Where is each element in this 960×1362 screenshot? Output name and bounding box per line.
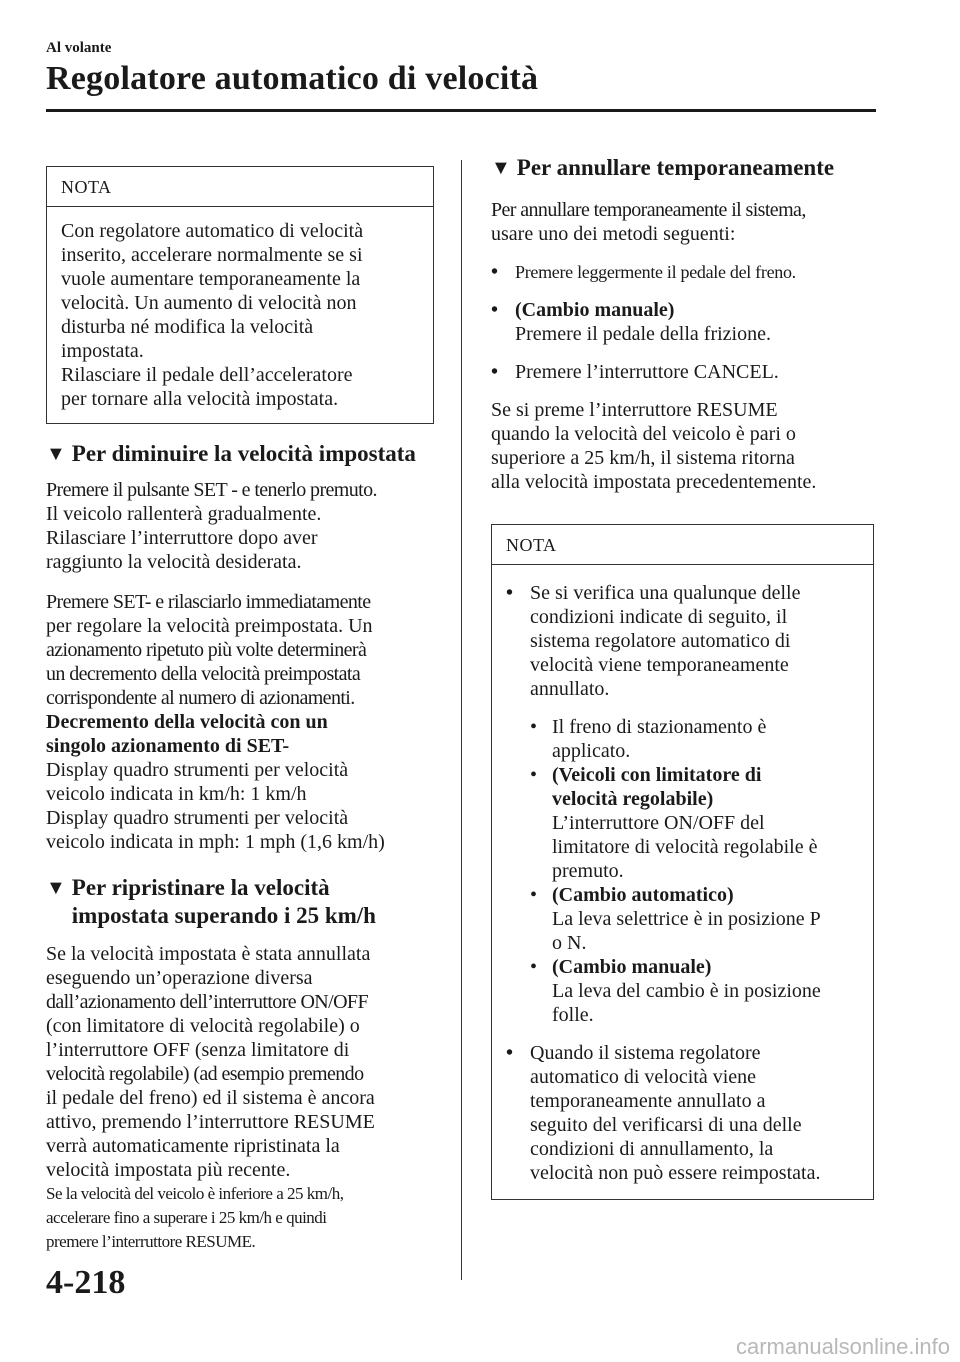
bullet-icon: •: [530, 884, 538, 906]
list-item-text: [552, 763, 817, 883]
text-line: alla velocità impostata precedentemente.: [491, 471, 817, 493]
text-line: eseguendo un’operazione diversa: [46, 967, 313, 989]
note-box-2: [491, 524, 874, 1200]
paragraph: [46, 590, 434, 854]
text-line: (con limitatore di velocità regolabile) o: [46, 1015, 360, 1037]
text-line: Premere il pedale della frizione.: [515, 323, 771, 345]
text-line: Premere l’interruttore CANCEL.: [515, 361, 779, 383]
section-heading-cancel: [491, 154, 883, 182]
header-rule: [46, 109, 876, 112]
text-line: veicolo indicata in km/h: 1 km/h: [46, 783, 307, 805]
text-line: Per annullare temporaneamente il sistema,: [491, 199, 806, 221]
paragraph: [46, 942, 434, 1254]
heading-text: Per annullare temporaneamente: [516, 155, 835, 180]
text-line: Rilasciare il pedale dell’acceleratore: [61, 364, 353, 386]
text-line: Il veicolo rallenterà gradualmente.: [46, 503, 322, 525]
list-item-text: [530, 581, 800, 701]
text-line: Se si preme l’interruttore RESUME: [491, 399, 778, 421]
paragraph: [491, 398, 883, 494]
text-line: velocità viene temporaneamente: [530, 654, 789, 676]
text-line: un decremento della velocità preimpostata: [46, 663, 361, 685]
bullet-icon: •: [506, 1042, 514, 1064]
text-line: (Cambio manuale): [515, 299, 675, 321]
heading-line: impostata superando i 25 km/h: [71, 903, 376, 928]
heading-text: [72, 874, 376, 930]
note-label: NOTA: [47, 167, 433, 207]
text-line: condizioni di annullamento, la: [530, 1138, 774, 1160]
list-item-text: [552, 955, 821, 1027]
text-line: folle.: [552, 1004, 594, 1026]
note-label: NOTA: [492, 525, 873, 565]
section-heading-restore: [46, 874, 434, 930]
text-line: premere l’interruttore RESUME.: [46, 1232, 256, 1251]
text-line: attivo, premendo l’interruttore RESUME: [46, 1111, 375, 1133]
text-line: veicolo indicata in mph: 1 mph (1,6 km/h): [46, 831, 385, 853]
text-line: temporaneamente annullato a: [530, 1090, 766, 1112]
text-line: (Veicoli con limitatore di: [552, 764, 762, 786]
section-label: Al volante: [46, 40, 112, 56]
text-line: Quando il sistema regolatore: [530, 1042, 761, 1064]
text-line: sistema regolatore automatico di: [530, 630, 791, 652]
text-line: dall’azionamento dell’interruttore ON/OFF: [46, 991, 368, 1013]
text-line: applicato.: [552, 740, 631, 762]
text-line: Se la velocità impostata è stata annullata: [46, 943, 371, 965]
text-line: usare uno dei metodi seguenti:: [491, 223, 736, 245]
list-item: [491, 360, 883, 384]
bullet-icon: •: [506, 582, 514, 604]
text-line: per regolare la velocità preimpostata. Un: [46, 615, 373, 637]
list-item-text: [552, 715, 766, 763]
text-line: Il freno di stazionamento è: [552, 716, 767, 738]
text-line: seguito del verificarsi di una delle: [530, 1114, 802, 1136]
bullet-icon: •: [491, 299, 499, 321]
text-line: automatico di velocità viene: [530, 1066, 757, 1088]
text-line: Premere leggermente il pedale del freno.: [515, 262, 796, 282]
text-line: annullato.: [530, 678, 610, 700]
text-line: Con regolatore automatico di velocità: [61, 220, 364, 242]
text-line: corrispondente al numero di azionamenti.: [46, 687, 355, 709]
page-number: 4-218: [46, 1264, 126, 1301]
text-line: disturba né modifica la velocità: [61, 316, 314, 338]
page-title: Regolatore automatico di velocità: [46, 60, 539, 97]
list-item-text: [552, 883, 821, 955]
column-divider: [461, 160, 462, 1280]
sub-list-item: [530, 763, 859, 883]
paragraph: [491, 198, 883, 246]
list-item: [506, 581, 859, 701]
text-line: o N.: [552, 932, 587, 954]
left-column: [46, 166, 434, 1254]
right-column: [491, 154, 883, 1200]
section-heading-decrease: [46, 440, 434, 468]
text-line: La leva selettrice è in posizione P: [552, 908, 821, 930]
text-line: impostata.: [61, 340, 144, 362]
text-line: azionamento ripetuto più volte determinerà: [46, 639, 367, 661]
text-line: limitatore di velocità regolabile è: [552, 836, 818, 858]
text-line: verrà automaticamente ripristinata la: [46, 1135, 340, 1157]
text-line: Se la velocità del veicolo è inferiore a 25 km/h,: [46, 1184, 344, 1203]
list-item: [506, 1041, 859, 1185]
text-line: Premere SET- e rilasciarlo immediatamente: [46, 591, 371, 613]
sub-list: [530, 715, 859, 1027]
text-line: il pedale del freno) ed il sistema è ancora: [46, 1087, 375, 1109]
note-body: [47, 207, 433, 423]
text-line: velocità. Un aumento di velocità non: [61, 292, 357, 314]
triangle-down-icon: ▼: [46, 443, 66, 465]
note-box-1: [46, 166, 434, 424]
triangle-down-icon: ▼: [46, 877, 66, 899]
bullet-icon: •: [530, 716, 538, 738]
triangle-down-icon: ▼: [491, 157, 511, 179]
text-line: velocità regolabile) (ad esempio premendo: [46, 1063, 364, 1085]
text-line: per tornare alla velocità impostata.: [61, 388, 339, 410]
text-line: Decremento della velocità con un: [46, 711, 328, 733]
text-line: Se si verifica una qualunque delle: [530, 582, 801, 604]
text-line: quando la velocità del veicolo è pari o: [491, 423, 796, 445]
text-line: condizioni indicate di seguito, il: [530, 606, 788, 628]
text-line: accelerare fino a superare i 25 km/h e quindi: [46, 1208, 327, 1227]
heading-text: Per diminuire la velocità impostata: [71, 441, 416, 466]
sub-list-item: [530, 955, 859, 1027]
list-item-text: [515, 298, 771, 346]
sub-list-item: [530, 883, 859, 955]
sub-list-item: [530, 715, 859, 763]
text-line: singolo azionamento di SET-: [46, 735, 290, 757]
text-line: La leva del cambio è in posizione: [552, 980, 821, 1002]
bullet-icon: •: [530, 956, 538, 978]
watermark: carmanualsonline.info: [735, 1334, 950, 1359]
text-line: superiore a 25 km/h, il sistema ritorna: [491, 447, 795, 469]
text-line: L’interruttore ON/OFF del: [552, 812, 765, 834]
list-item: [491, 260, 883, 284]
text-line: inserito, accelerare normalmente se si: [61, 244, 363, 266]
text-line: vuole aumentare temporaneamente la: [61, 268, 361, 290]
text-line: raggiunto la velocità desiderata.: [46, 551, 302, 573]
text-line: l’interruttore OFF (senza limitatore di: [46, 1039, 350, 1061]
bullet-icon: •: [491, 261, 499, 283]
note-body: [492, 565, 873, 1199]
paragraph: [46, 478, 434, 574]
list-item-text: [530, 1041, 820, 1185]
text-line: Rilasciare l’interruttore dopo aver: [46, 527, 318, 549]
list-item: [491, 298, 883, 346]
text-line: Display quadro strumenti per velocità: [46, 759, 349, 781]
text-line: (Cambio automatico): [552, 884, 734, 906]
text-line: velocità impostata più recente.: [46, 1159, 291, 1181]
text-line: premuto.: [552, 860, 624, 882]
heading-line: Per ripristinare la velocità: [71, 875, 330, 900]
text-line: velocità regolabile): [552, 788, 714, 810]
text-line: velocità non può essere reimpostata.: [530, 1162, 821, 1184]
bullet-icon: •: [491, 361, 499, 383]
text-line: Premere il pulsante SET - e tenerlo premuto.: [46, 479, 377, 501]
bullet-icon: •: [530, 764, 538, 786]
text-line: (Cambio manuale): [552, 956, 712, 978]
text-line: Display quadro strumenti per velocità: [46, 807, 349, 829]
